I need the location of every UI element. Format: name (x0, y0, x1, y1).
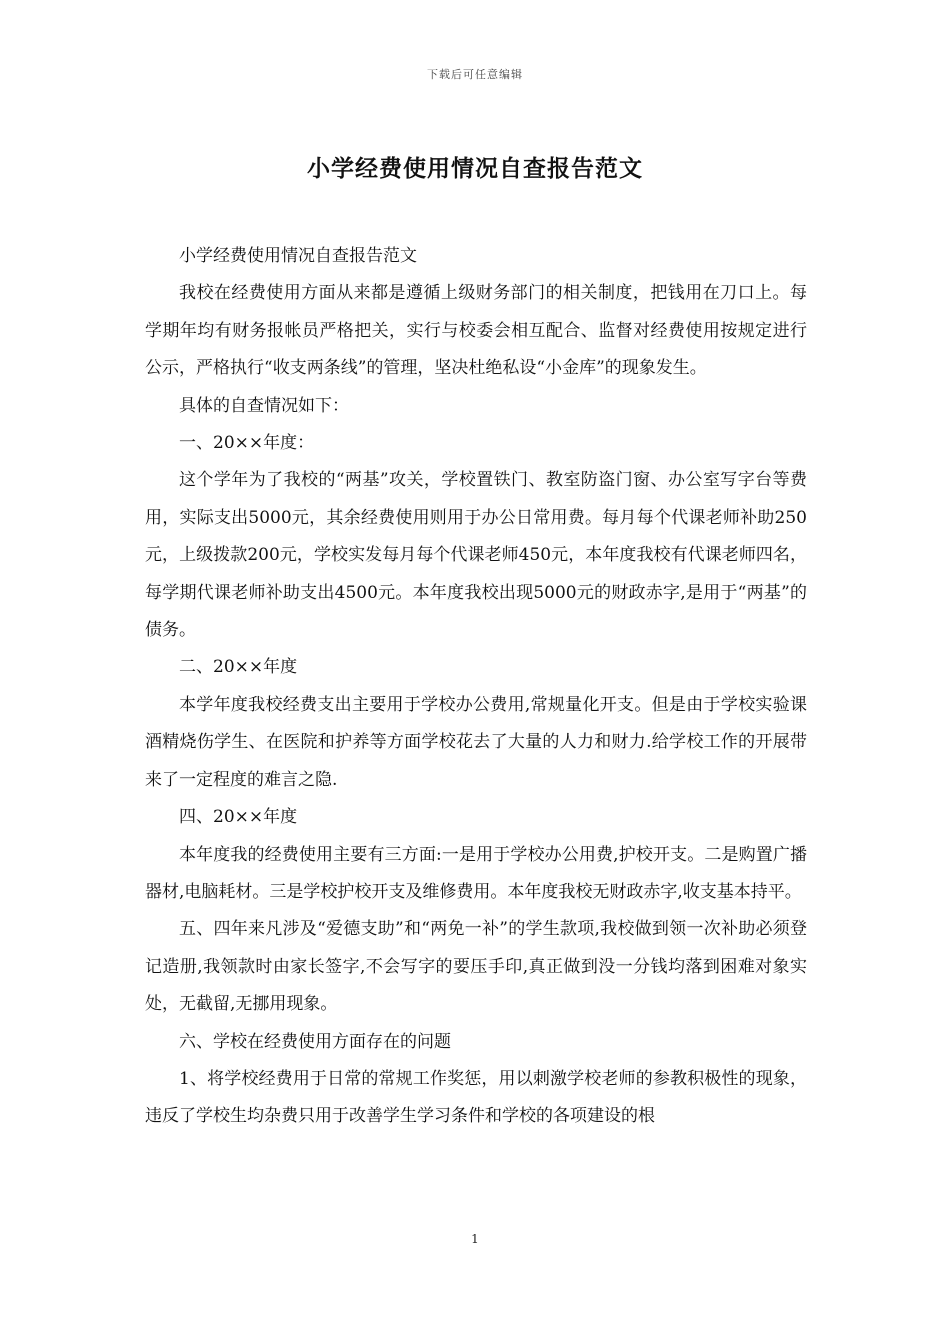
section-heading-year-2: 二、20××年度 (179, 657, 298, 678)
paragraph-subtitle: 小学经费使用情况自查报告范文 (179, 246, 417, 266)
document-title: 小学经费使用情况自查报告范文 (307, 155, 643, 182)
paragraph-year-1: 这个学年为了我校的“两基”攻关，学校置铁门、教室防盗门窗、办公室写字台等费用，实际支出5000元，其余经费使用则用于办公日常用费。每月每个代课老师补助250元，上级拨款200元，学校实发每月每个代课老师450元，本年度我校有代课老师四名，每学期代课老师补助支出4500元。本年度我校出现5000元的财政赤字,是用于“两基”的债务。 (145, 470, 807, 641)
header-note: 下载后可任意编辑 (427, 68, 523, 81)
paragraph-lead-in: 具体的自查情况如下： (179, 395, 349, 416)
paragraph-intro: 我校在经费使用方面从来都是遵循上级财务部门的相关制度，把钱用在刀口上。每学期年均有财务报帐员严格把关，实行与校委会相互配合、监督对经费使用按规定进行公示，严格执行“收支两条线”的管理，坚决杜绝私设“小金库”的现象发生。 (145, 283, 807, 379)
page-number: 1 (471, 1232, 479, 1246)
section-heading-year-4: 四、20××年度 (179, 807, 298, 828)
paragraph-year-4: 本年度我的经费使用主要有三方面:一是用于学校办公用费,护校开支。二是购置广播器材,电脑耗材。三是学校护校开支及维修费用。本年度我校无财政赤字,收支基本持平。 (145, 844, 807, 902)
document-body (145, 238, 807, 1136)
paragraph-student-funds: 五、四年来凡涉及“爱德支助”和“两免一补”的学生款项,我校做到领一次补助必须登记造册,我领款时由家长签字,不会写字的要压手印,真正做到没一分钱均落到困难对象实处，无截留,无挪用现象。 (145, 919, 807, 1015)
section-heading-year-1: 一、20××年度： (179, 433, 315, 454)
paragraph-year-2: 本学年度我校经费支出主要用于学校办公费用,常规量化开支。但是由于学校实验课酒精烧伤学生、在医院和护养等方面学校花去了大量的人力和财力.给学校工作的开展带来了一定程度的难言之隐. (145, 694, 807, 790)
paragraph-problem-1: 1、将学校经费用于日常的常规工作奖惩，用以刺激学校老师的参教积极性的现象，违反了学校生均杂费只用于改善学生学习条件和学校的各项建设的根 (145, 1068, 807, 1127)
section-heading-problems: 六、学校在经费使用方面存在的问题 (179, 1031, 451, 1052)
